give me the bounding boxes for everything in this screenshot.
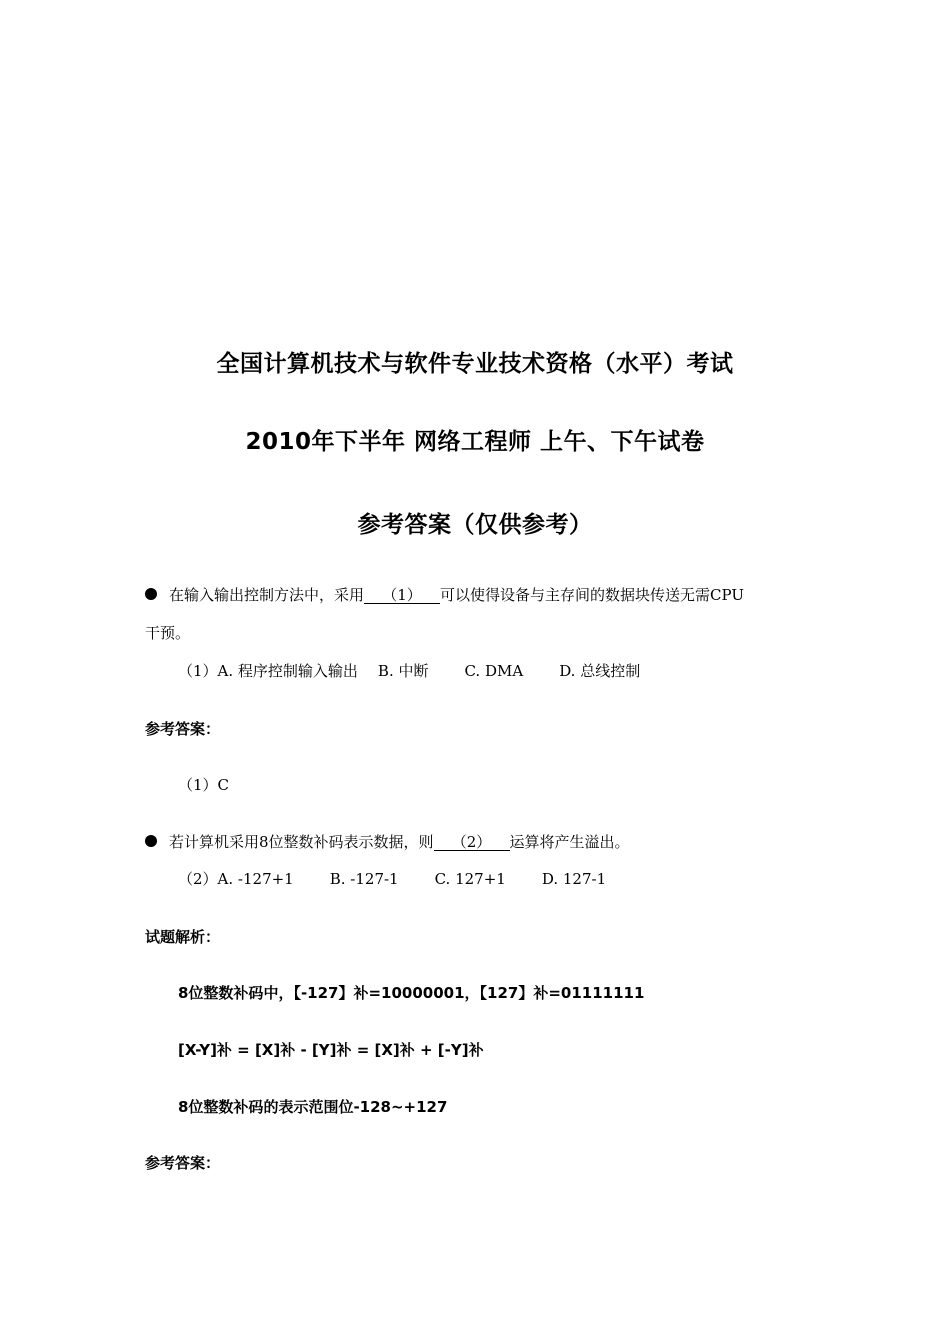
option-b: B. 中断 — [377, 662, 429, 680]
option-a: A. -127+1 — [217, 870, 294, 888]
document-title: 全国计算机技术与软件专业技术资格（水平）考试 — [216, 351, 734, 377]
bullet-icon — [145, 835, 157, 847]
answer-1: （1）C — [178, 776, 230, 794]
question-1 — [145, 584, 744, 605]
option-prefix: （1） — [178, 662, 218, 680]
answer-subtitle: 参考答案（仅供参考） — [357, 512, 593, 538]
question-1-blank: （1） — [364, 587, 440, 604]
question-2-text-after: 运算将产生溢出。 — [509, 833, 630, 851]
option-c: C. 127+1 — [434, 870, 506, 888]
analysis-line-1: 8位整数补码中，【-127】补=10000001，【127】补=01111111 — [178, 984, 645, 1002]
option-prefix: （2） — [178, 870, 218, 888]
analysis-line-3: 8位整数补码的表示范围位-128~+127 — [178, 1098, 448, 1116]
question-1-wrap: 干预。 — [145, 624, 191, 642]
question-2-text-before: 若计算机采用8位整数补码表示数据，则 — [169, 833, 434, 851]
exam-subtitle: 2010年下半年 网络工程师 上午、下午试卷 — [245, 429, 705, 455]
option-a: A. 程序控制输入输出 — [217, 662, 358, 680]
question-2-blank: （2） — [434, 834, 510, 851]
option-c: C. DMA — [464, 662, 524, 680]
answer-heading: 参考答案： — [145, 720, 221, 738]
analysis-heading: 试题解析： — [145, 928, 221, 946]
option-d: D. 总线控制 — [559, 662, 641, 680]
question-1-options — [178, 660, 640, 681]
question-2-options — [178, 868, 606, 889]
option-b: B. -127-1 — [329, 870, 399, 888]
question-1-text-after: 可以使得设备与主存间的数据块传送无需CPU — [440, 586, 744, 604]
option-d: D. 127-1 — [541, 870, 607, 888]
analysis-line-2: [X-Y]补 = [X]补 - [Y]补 = [X]补 + [-Y]补 — [178, 1041, 484, 1059]
question-1-text-before: 在输入输出控制方法中，采用 — [169, 586, 365, 604]
bullet-icon — [145, 588, 157, 600]
answer-heading: 参考答案： — [145, 1154, 221, 1172]
question-2 — [145, 831, 630, 852]
